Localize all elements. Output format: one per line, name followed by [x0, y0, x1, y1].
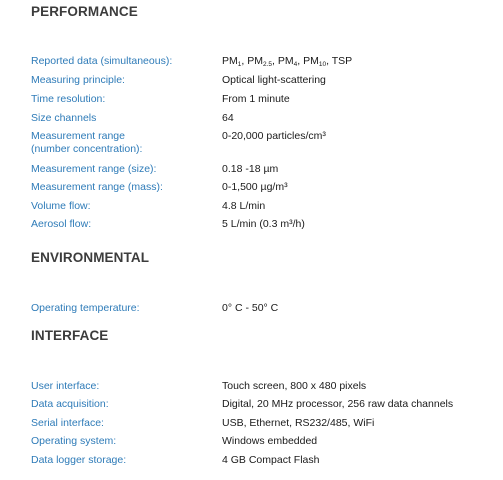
section-heading: PERFORMANCE: [31, 4, 138, 19]
spec-value: USB, Ethernet, RS232/485, WiFi: [222, 417, 375, 429]
spec-value: 4.8 L/min: [222, 200, 266, 212]
spec-label: Operating temperature:: [31, 302, 140, 314]
spec-label: Operating system:: [31, 435, 117, 447]
spec-value: Optical light-scattering: [222, 74, 326, 86]
spec-label: Time resolution:: [31, 93, 106, 105]
spec-value: From 1 minute: [222, 93, 290, 105]
interface-section: [31, 328, 491, 466]
spec-label: User interface:: [31, 380, 100, 392]
spec-label: Reported data (simultaneous):: [31, 55, 173, 67]
spec-value: 0-1,500 µg/m³: [222, 181, 288, 193]
section-heading: ENVIRONMENTAL: [31, 250, 150, 265]
spec-label: Data logger storage:: [31, 454, 127, 466]
spec-value: 0.18 -18 µm: [222, 163, 279, 175]
spec-value: 0° C - 50° C: [222, 302, 279, 314]
spec-value: Touch screen, 800 x 480 pixels: [222, 380, 367, 392]
spec-label: Serial interface:: [31, 417, 104, 429]
spec-label: Aerosol flow:: [31, 218, 92, 230]
section-heading: INTERFACE: [31, 328, 109, 343]
spec-label: Measuring principle:: [31, 74, 125, 86]
spec-value: Windows embedded: [222, 435, 318, 447]
spec-value: $PM_1$, $PM_{2.5}$, $PM_4$, $PM_{10}$, TSP: [222, 55, 353, 68]
spec-value: 5 L/min (0.3 m³/h): [222, 218, 305, 230]
spec-label: Volume flow:: [31, 200, 91, 212]
spec-label: Measurement range (size):: [31, 163, 157, 175]
performance-section: [31, 4, 491, 230]
spec-value: 0-20,000 particles/cm³: [222, 130, 326, 142]
spec-label: Measurement range (number concentration):: [31, 130, 143, 155]
spec-value: Digital, 20 MHz processor, 256 raw data channels: [222, 398, 454, 410]
spec-value: 64: [222, 112, 234, 124]
spec-label: Size channels: [31, 112, 97, 124]
spec-label: Measurement range (mass):: [31, 181, 163, 193]
spec-value: 4 GB Compact Flash: [222, 454, 320, 466]
environmental-section: [31, 250, 491, 314]
spec-label: Data acquisition:: [31, 398, 109, 410]
